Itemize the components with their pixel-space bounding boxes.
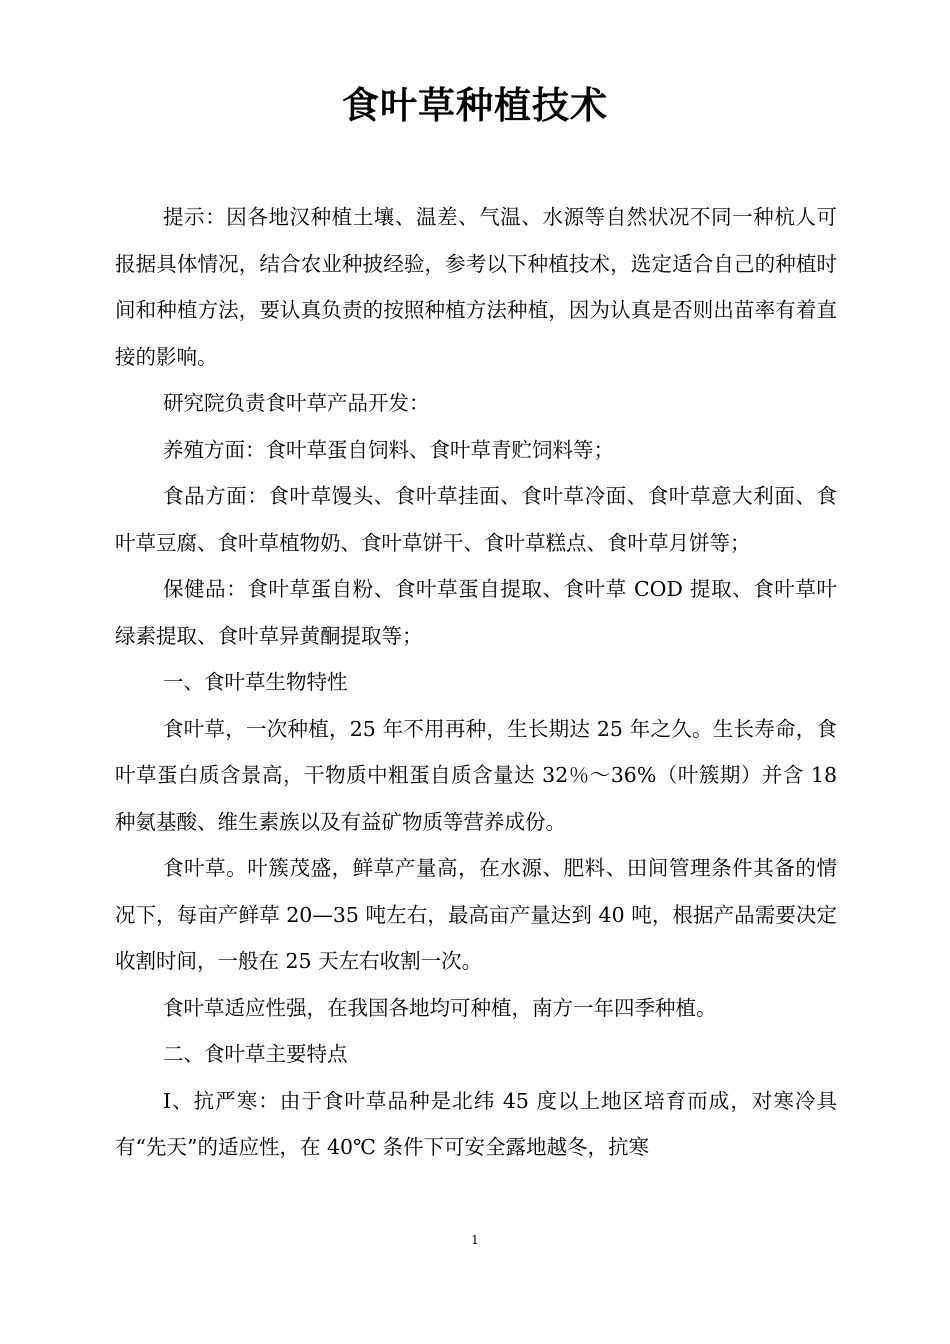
paragraph-breeding: 养殖方面：食叶草蛋自饲料、食叶草青贮饲料等； <box>163 437 614 462</box>
paragraph-lifespan-protein: 食叶草，一次种植，25 年不用再种，生长期达 25 年之久。生长寿命，食叶草蛋白质含景高，干物质中粗蛋自质含量达 32％～36%（叶簇期）并含 18 种氨基酸、维生素族以及有益矿物质等营养成份。 <box>115 716 837 834</box>
paragraph-cold-resistance: I、抗严寒：由于食叶草品种是北纬 45 度以上地区培育而成，对寒冷具有“先天”的适应性，在 40℃ 条件下可安全露地越冬，抗寒 <box>115 1088 837 1159</box>
section-heading-biology: 一、食叶草生物特性 <box>163 670 348 694</box>
paragraph-yield: 食叶草。叶簇茂盛，鲜草产量高，在水源、肥料、田间管理条件其备的情况下，每亩产鲜草 20—35 吨左右，最高亩产量达到 40 吨，根据产品需要决定收割时间，一般在 25 天左右收割一次。 <box>115 856 837 973</box>
paragraph-food: 食品方面：食叶草馒头、食叶草挂面、食叶草冷面、食叶草意大利面、食叶草豆腐、食叶草植物奶、食叶草饼干、食叶草糕点、食叶草月饼等； <box>115 484 837 555</box>
paragraph-research-institute: 研究院负责食叶草产品开发： <box>163 391 430 415</box>
document-title: 食叶草种植技术 <box>342 84 608 127</box>
page-number: 1 <box>471 1233 479 1247</box>
paragraph-intro: 提示：因各地汉种植土壤、温差、气温、水源等自然状况不同一种杭人可报据具体情况，结合农业种披经验，参考以下种植技术，选定适合自己的种植时间和种植方法，要认真负责的按照种植方法种植，因为认真是否则出苗率有着直接的影响。 <box>115 205 837 369</box>
paragraph-health-products: 保健品：食叶草蛋自粉、食叶草蛋自提取、食叶草 COD 提取、食叶草叶绿素提取、食叶草异黄酮提取等； <box>115 577 837 648</box>
paragraph-adaptability: 食叶草适应性强，在我国各地均可种植，南方一年四季种植。 <box>163 995 717 1020</box>
section-heading-features: 二、食叶草主要特点 <box>163 1042 348 1066</box>
document-body <box>115 194 837 1171</box>
